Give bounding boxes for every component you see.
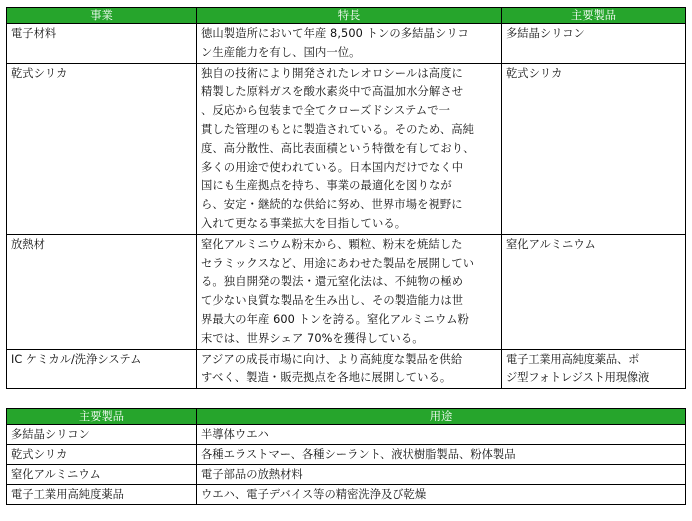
- header-business: 事業: [7, 8, 197, 24]
- product-cell: 乾式シリカ: [7, 445, 197, 465]
- product-cell: 電子工業用高純度薬品: [7, 485, 197, 505]
- features-line: 窒化アルミニウム粉末から、顆粒、粉末を焼結した: [201, 237, 463, 251]
- features-cell: [197, 234, 502, 349]
- business-features-table: [6, 7, 686, 389]
- product-cell: 多結晶シリコン: [7, 425, 197, 445]
- business-cell: 電子材料: [7, 24, 197, 64]
- business-cell: 乾式シリカ: [7, 63, 197, 234]
- product-line: 乾式シリカ: [506, 66, 563, 80]
- features-line: 貫した管理のもとに製造されている。そのため、高純: [201, 122, 475, 136]
- features-line: 度、高分散性、高比表面積という特徴を有しており、: [201, 141, 475, 155]
- table-row: [7, 234, 686, 349]
- use-cell: 各種エラストマー、各種シーラント、液状樹脂製品、粉体製品: [197, 445, 686, 465]
- product-cell: 窒化アルミニウム: [7, 465, 197, 485]
- features-line: ン生産能力を有し、国内一位。: [201, 45, 361, 59]
- product-cell: [502, 63, 686, 234]
- business-cell: IC ケミカル/洗浄システム: [7, 349, 197, 389]
- features-line: 末では、世界シェア 70%を獲得している。: [201, 331, 424, 345]
- features-cell: [197, 349, 502, 389]
- table-row: [7, 349, 686, 389]
- product-line: 窒化アルミニウム: [506, 237, 596, 251]
- features-line: 入れて更なる事業拡大を目指している。: [201, 216, 407, 230]
- product-line: 多結晶シリコン: [506, 27, 585, 40]
- table-header-row: [7, 409, 686, 425]
- table-row: [7, 24, 686, 64]
- features-line: ら、安定・継続的な供給に努め、世界市場を視野に: [201, 198, 463, 212]
- features-line: 徳山製造所において年産 8,500 トンの多結晶シリコ: [201, 27, 469, 40]
- header-main-products: 主要製品: [7, 409, 197, 425]
- product-line: 電子工業用高純度薬品、ポ: [506, 352, 640, 366]
- features-line: すべく、製造・販売拠点を各地に展開している。: [201, 371, 452, 385]
- product-cell: [502, 349, 686, 389]
- use-cell: 半導体ウエハ: [197, 425, 686, 445]
- table-row: [7, 445, 686, 465]
- features-line: 、反応から包装まで全てクローズドシステムで一: [201, 104, 451, 118]
- table-row: [7, 465, 686, 485]
- features-cell: [197, 24, 502, 64]
- header-features: 特長: [197, 8, 502, 24]
- features-line: る。独自開発の製法・還元窒化法は、不純物の極め: [201, 275, 464, 289]
- product-cell: [502, 234, 686, 349]
- features-line: セラミックスなど、用途にあわせた製品を展開してい: [201, 256, 475, 270]
- header-uses: 用途: [197, 409, 686, 425]
- table-row: [7, 485, 686, 505]
- features-line: 国にも生産拠点を持ち、事業の最適化を図りなが: [201, 179, 452, 193]
- table-header-row: [7, 8, 686, 24]
- features-line: 界最大の年産 600 トンを誇る。窒化アルミニウム粉: [201, 312, 470, 326]
- use-cell: 電子部品の放熱材料: [197, 465, 686, 485]
- use-cell: ウエハ、電子デバイス等の精密洗浄及び乾燥: [197, 485, 686, 505]
- product-line: ジ型フォトレジスト用現像液: [506, 371, 650, 385]
- features-line: て少ない良質な製品を生み出し、その製造能力は世: [201, 294, 464, 308]
- features-line: アジアの成長市場に向け、より高純度な製品を供給: [201, 352, 463, 366]
- features-cell: [197, 63, 502, 234]
- product-cell: [502, 24, 686, 64]
- features-line: 独自の技術により開発されたレオロシールは高度に: [201, 66, 463, 80]
- business-cell: 放熱材: [7, 234, 197, 349]
- product-uses-table: [6, 408, 686, 505]
- table-row: [7, 425, 686, 445]
- header-main-products: 主要製品: [502, 8, 686, 24]
- table-row: [7, 63, 686, 234]
- features-line: 精製した原料ガスを酸水素炎中で高温加水分解させ: [201, 85, 464, 99]
- features-line: 多くの用途で使われている。日本国内だけでなく中: [201, 160, 464, 174]
